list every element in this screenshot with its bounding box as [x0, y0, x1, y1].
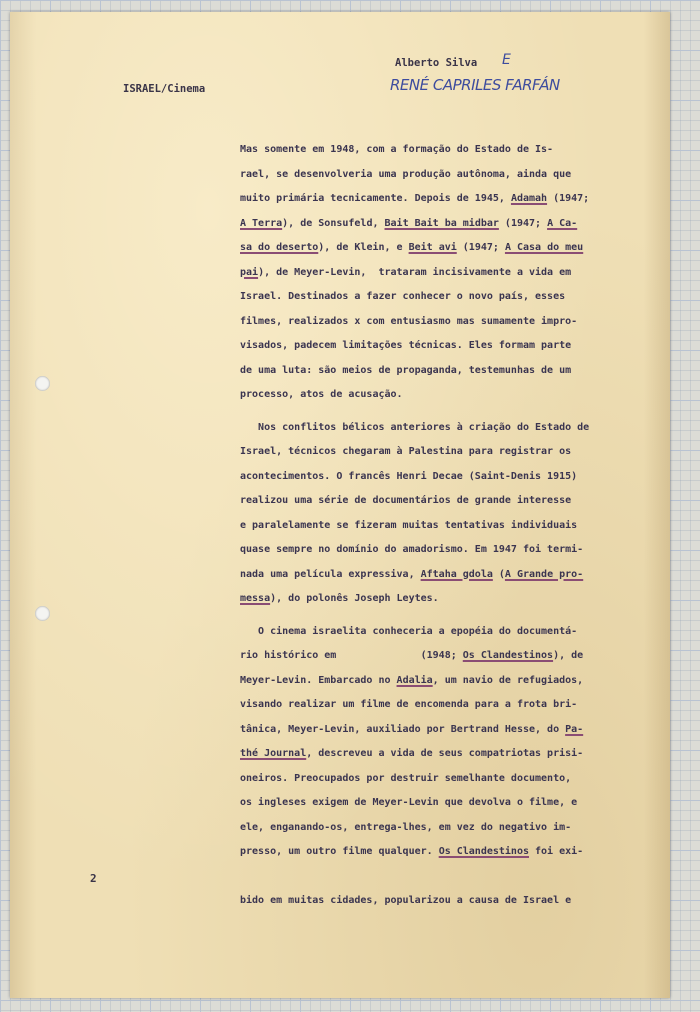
underlined-title: Os Clandestinos	[438, 846, 529, 857]
text-segment: (1947;	[547, 193, 590, 204]
underlined-title: Bait Bait ba midbar	[384, 217, 499, 229]
text-line	[240, 334, 660, 359]
text-segment: ), de Klein, e	[318, 242, 409, 253]
text-segment: Israel. Destinados a fazer conhecer o novo país, esses	[240, 291, 566, 302]
text-segment: Mas somente em 1948, com a formação do Estado de Is-	[240, 144, 554, 155]
underlined-title: A Casa do meu	[504, 242, 584, 253]
text-segment: bido em muitas cidades, popularizou a causa de Israel e	[240, 895, 572, 906]
text-line	[240, 138, 660, 163]
text-segment: nada uma película expressiva,	[240, 568, 421, 580]
text-segment: , descreveu a vida de seus compatriotas prisi-	[306, 748, 584, 759]
body-text	[240, 138, 660, 914]
text-segment: Israel, técnicos chegaram à Palestina para registrar os	[240, 446, 572, 457]
punch-hole	[35, 606, 50, 621]
text-segment: ), do polonês Joseph Leytes.	[270, 593, 439, 604]
underlined-title: pai	[240, 266, 259, 278]
text-segment: Nos conflitos bélicos anteriores à criação do Estado de	[240, 421, 590, 433]
text-segment: (1947;	[456, 242, 505, 253]
text-segment: visando realizar um filme de encomenda para a frota bri-	[240, 699, 578, 710]
underlined-title: Pa-	[565, 723, 584, 735]
underlined-title: sa do deserto	[240, 242, 319, 253]
text-line	[240, 767, 660, 792]
text-segment: filmes, realizados x com entusiasmo mas sumamente impro-	[240, 315, 578, 327]
text-line	[240, 669, 660, 694]
text-line	[240, 620, 660, 645]
text-line	[240, 644, 660, 669]
text-line	[240, 563, 660, 588]
text-segment: acontecimentos. O francês Henri Decae (Saint-Denis 1915)	[240, 470, 578, 482]
author-name-typed: Alberto Silva	[395, 57, 478, 69]
text-segment: presso, um outro filme qualquer.	[240, 846, 439, 857]
document-page	[10, 12, 670, 998]
underlined-title: A Terra	[240, 217, 283, 229]
text-segment: O cinema israelita conheceria a epopéia do documentá-	[240, 625, 578, 637]
underlined-title: Adalia	[396, 674, 433, 686]
text-segment: ), de	[553, 650, 584, 661]
handwritten-author-name: RENÉ CAPRILES FARFÁN	[390, 76, 560, 94]
text-line	[240, 889, 660, 914]
underlined-title: Os Clandestinos	[462, 650, 554, 661]
text-segment: de uma luta: são meios de propaganda, testemunhas de um	[240, 364, 572, 376]
text-segment: quase sempre no domínio do amadorismo. Em 1947 foi termi-	[240, 544, 584, 555]
text-line	[240, 212, 660, 237]
text-segment: rael, se desenvolveria uma produção autônoma, ainda que	[240, 168, 572, 180]
text-line	[240, 718, 660, 743]
underlined-title: A Ca-	[547, 217, 578, 229]
underlined-title: Aftaha gdola	[420, 568, 493, 580]
text-segment: (1947;	[498, 217, 548, 229]
text-segment: (	[492, 568, 505, 580]
text-segment: e paralelamente se fizeram muitas tentativas individuais	[240, 519, 578, 531]
text-segment: os ingleses exigem de Meyer-Levin que devolva o filme, e	[240, 797, 578, 808]
text-line	[240, 440, 660, 465]
text-line	[240, 383, 660, 408]
text-segment: ele, enganando-os, entrega-lhes, em vez do negativo im-	[240, 821, 572, 833]
text-line	[240, 538, 660, 563]
text-segment: tânica, Meyer-Levin, auxiliado por Bertrand Hesse, do	[240, 723, 566, 735]
underlined-title: Beit avi	[408, 242, 457, 253]
underlined-title: thé Journal	[240, 748, 307, 759]
handwritten-conjunction: E	[502, 52, 511, 68]
text-segment: realizou uma série de documentários de grande interesse	[240, 495, 572, 506]
text-line	[240, 465, 660, 490]
text-line	[240, 693, 660, 718]
paragraph-gap	[240, 408, 660, 416]
paragraph-gap	[240, 612, 660, 620]
text-line	[240, 489, 660, 514]
text-line	[240, 865, 660, 890]
text-segment: foi exi-	[529, 846, 584, 857]
text-line	[240, 359, 660, 384]
text-segment: visados, padecem limitações técnicas. Eles formam parte	[240, 340, 572, 351]
text-line	[240, 285, 660, 310]
page-number: 2	[90, 872, 97, 885]
text-line	[240, 587, 660, 612]
text-segment: ), de Meyer-Levin, trataram incisivamente a vida em	[258, 266, 572, 278]
punch-hole	[35, 376, 50, 391]
text-segment: processo, atos de acusação.	[240, 389, 403, 400]
text-line	[240, 236, 660, 261]
text-line	[240, 310, 660, 335]
text-segment: oneiros. Preocupados por destruir semelhante documento,	[240, 772, 572, 784]
underlined-title: A Grande pro-	[504, 568, 584, 580]
text-segment: , um navio de refugiados,	[432, 674, 584, 686]
text-line	[240, 840, 660, 865]
text-segment: ), de Sonsufeld,	[282, 217, 385, 229]
underlined-title: messa	[240, 593, 271, 604]
section-label: ISRAEL/Cinema	[123, 83, 206, 95]
text-line	[240, 791, 660, 816]
text-line	[240, 742, 660, 767]
text-segment: rio histórico em (1948;	[240, 650, 463, 661]
text-segment: muito primária tecnicamente. Depois de 1945,	[240, 193, 511, 204]
text-line	[240, 514, 660, 539]
text-line	[240, 163, 660, 188]
text-segment: Meyer-Levin. Embarcado no	[240, 674, 397, 686]
text-line	[240, 261, 660, 286]
text-line	[240, 816, 660, 841]
underlined-title: Adamah	[510, 193, 548, 204]
text-line	[240, 416, 660, 441]
text-line	[240, 187, 660, 212]
